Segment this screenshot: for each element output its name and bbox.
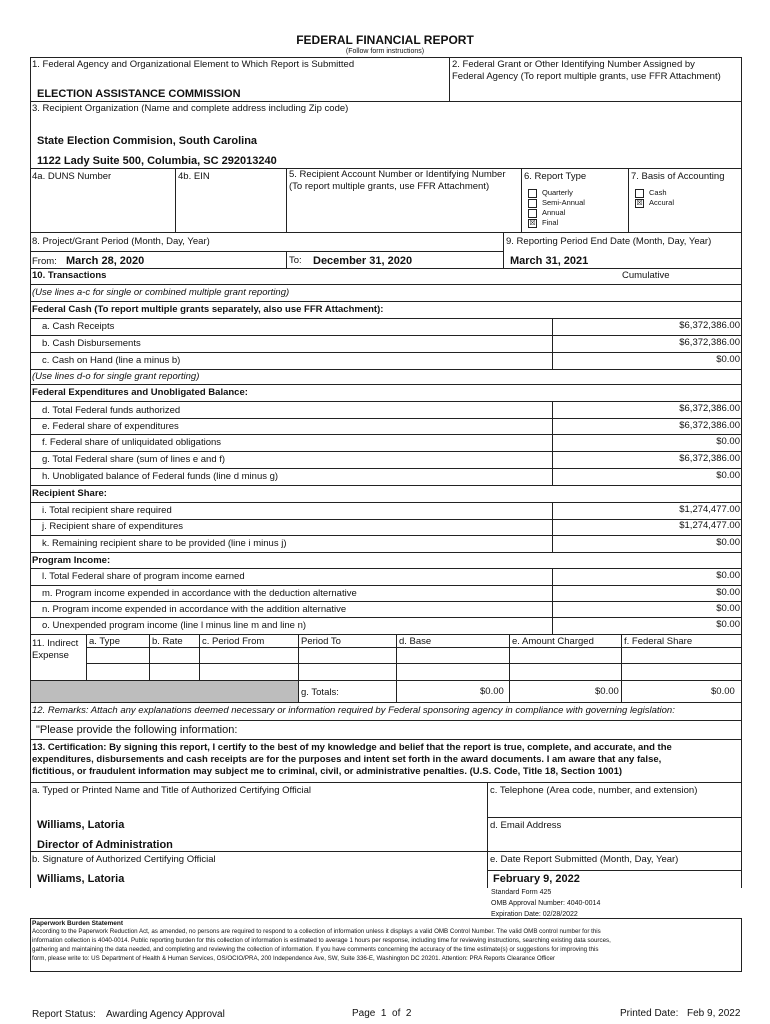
box11-label-2: Expense <box>32 650 69 661</box>
box2-label-1: 2. Federal Grant or Other Identifying Number Assigned by <box>452 59 695 70</box>
line-l-label: l. Total Federal share of program income earned <box>42 571 245 582</box>
line-o-value: $0.00 <box>716 619 740 630</box>
line-c-label: c. Cash on Hand (line a minus b) <box>42 355 181 366</box>
printed-date: Feb 9, 2022 <box>687 1008 741 1019</box>
basis-cash[interactable]: Cash <box>635 188 667 198</box>
box5-label-2: (To report multiple grants, use FFR Attachment) <box>289 181 490 192</box>
line-m-label: m. Program income expended in accordance with the deduction alternative <box>42 588 357 599</box>
line-m-value: $0.00 <box>716 587 740 598</box>
note-lines-a-c: (Use lines a-c for single or combined multiple grant reporting) <box>32 287 290 298</box>
line-k-label: k. Remaining recipient share to be provided (line i minus j) <box>42 538 287 549</box>
box7-label: 7. Basis of Accounting <box>631 171 725 182</box>
line-b-label: b. Cash Disbursements <box>42 338 141 349</box>
basis-accural[interactable]: ☒ Accural <box>636 198 675 207</box>
box4a-label: 4a. DUNS Number <box>32 171 112 182</box>
col-type: a. Type <box>89 636 120 647</box>
line-h-value: $0.00 <box>716 470 740 481</box>
certification-line-3: fictitious, or fraudulent information may subject me to criminal, civil, or administrative penalties. (U.S. Code, Title 18, Section 1001) <box>32 766 623 777</box>
line-o-label: o. Unexpended program income (line l minus line m and line n) <box>42 620 307 631</box>
period-to: December 31, 2020 <box>313 255 413 267</box>
remarks-value: "Please provide the following information: <box>36 724 238 736</box>
report-type-annual[interactable]: Annual <box>528 208 565 218</box>
box10-label: 10. Transactions <box>32 270 107 281</box>
line-f-value: $0.00 <box>716 436 740 447</box>
federal-cash-heading: Federal Cash (To report multiple grants separately, also use FFR Attachment): <box>32 304 384 315</box>
burden-line-1: According to the Paperwork Reduction Act, as amended, no persons are required to respond to a collection of information unless it displays a valid OMB Control Number. The valid OMB control number for this <box>32 928 601 935</box>
total-federal-share: $0.00 <box>711 686 735 697</box>
totals-label: g. Totals: <box>301 687 339 698</box>
burden-line-2: information collection is 4040-0014. Public reporting burden for this collection of information is estimated to average 1 hours per response, including time for reviewing instructions, searching existing data sources, <box>32 937 611 944</box>
line-f-label: f. Federal share of unliquidated obligations <box>42 437 222 448</box>
line-i-label: i. Total recipient share required <box>42 505 172 516</box>
recipient-share-heading: Recipient Share: <box>32 488 107 499</box>
line-n-label: n. Program income expended in accordance with the addition alternative <box>42 604 347 615</box>
recipient-address: 1122 Lady Suite 500, Columbia, SC 292013240 <box>37 155 277 167</box>
line-d-value: $6,372,386.00 <box>679 403 740 414</box>
official-signature: Williams, Latoria <box>37 873 125 885</box>
from-label: From: <box>32 256 57 267</box>
sign-c-label: c. Telephone (Area code, number, and extension) <box>490 785 698 796</box>
program-income-heading: Program Income: <box>32 555 111 566</box>
official-name: Williams, Latoria <box>37 819 125 831</box>
box6-label: 6. Report Type <box>524 171 587 182</box>
report-status: Awarding Agency Approval <box>106 1009 225 1020</box>
box9-label: 9. Reporting Period End Date (Month, Day, Year) <box>506 236 712 247</box>
certification-line-1: 13. Certification: By signing this report, I certify to the best of my knowledge and belief that the report is true, complete, and accurate, and the <box>32 742 672 753</box>
period-end-date: March 31, 2021 <box>510 255 589 267</box>
sign-d-label: d. Email Address <box>490 820 562 831</box>
box1-label: 1. Federal Agency and Organizational Element to Which Report is Submitted <box>32 59 355 70</box>
burden-line-4: form, please write to: US Department of Health & Human Services, OS/OCIO/PRA, 200 Independence Ave, SW, Suite 336-E, Washington DC 20201. Attention: PRA Reports Clearance Officer <box>32 955 555 962</box>
line-l-value: $0.00 <box>716 570 740 581</box>
burden-line-3: gathering and maintaining the data needed, and completing and reviewing the collection of information. If you have comments concerning the accuracy of the time estimate(s) or suggestions for improving this <box>32 946 599 953</box>
page-number: Page 1 of 2 <box>352 1008 412 1019</box>
line-j-value: $1,274,477.00 <box>679 520 740 531</box>
line-g-value: $6,372,386.00 <box>679 453 740 464</box>
line-j-label: j. Recipient share of expenditures <box>42 521 183 532</box>
line-d-label: d. Total Federal funds authorized <box>42 405 181 416</box>
col-period-to: Period To <box>301 636 341 647</box>
box12-label: 12. Remarks: Attach any explanations deemed necessary or information required by Federal sponsoring agency in compliance with governing legislation: <box>32 705 675 716</box>
report-type-quarterly[interactable]: Quarterly <box>528 188 573 198</box>
to-label: To: <box>289 255 302 266</box>
form-subtitle: (Follow form instructions) <box>345 48 425 55</box>
sign-a-label: a. Typed or Printed Name and Title of Authorized Certifying Official <box>32 785 311 796</box>
col-federal-share: f. Federal Share <box>624 636 693 647</box>
report-type-semi-annual[interactable]: Semi-Annual <box>528 198 585 208</box>
line-k-value: $0.00 <box>716 537 740 548</box>
line-b-value: $6,372,386.00 <box>679 337 740 348</box>
report-status-label: Report Status: <box>32 1009 96 1020</box>
total-base: $0.00 <box>480 686 504 697</box>
sign-b-label: b. Signature of Authorized Certifying Official <box>32 854 216 865</box>
period-from: March 28, 2020 <box>66 255 145 267</box>
official-title: Director of Administration <box>37 839 173 851</box>
line-c-value: $0.00 <box>716 354 740 365</box>
line-e-value: $6,372,386.00 <box>679 420 740 431</box>
recipient-name: State Election Commision, South Carolina <box>37 135 258 147</box>
box3-label: 3. Recipient Organization (Name and complete address including Zip code) <box>32 103 349 114</box>
box5-label-1: 5. Recipient Account Number or Identifying Number <box>289 169 506 180</box>
certification-line-2: expenditures, disbursements and cash receipts are for the purposes and intent set forth in the award documents. I am aware that any false, <box>32 754 662 765</box>
line-h-label: h. Unobligated balance of Federal funds (line d minus g) <box>42 471 279 482</box>
line-g-label: g. Total Federal share (sum of lines e and f) <box>42 454 226 465</box>
col-amount-charged: e. Amount Charged <box>512 636 594 647</box>
box11-label-1: 11. Indirect <box>32 638 79 649</box>
col-base: d. Base <box>399 636 432 647</box>
sign-e-label: e. Date Report Submitted (Month, Day, Year) <box>490 854 679 865</box>
burden-title: Paperwork Burden Statement <box>32 920 124 927</box>
totals-shaded-cell <box>31 681 298 702</box>
cumulative-label: Cumulative <box>622 270 670 281</box>
agency-name: ELECTION ASSISTANCE COMMISSION <box>37 88 241 100</box>
printed-date-label: Printed Date: <box>620 1008 679 1019</box>
line-i-value: $1,274,477.00 <box>679 504 740 515</box>
expiration-date: Expiration Date: 02/28/2022 <box>491 911 578 918</box>
box8-label: 8. Project/Grant Period (Month, Day, Year) <box>32 236 210 247</box>
line-e-label: e. Federal share of expenditures <box>42 421 179 432</box>
box4b-label: 4b. EIN <box>178 171 210 182</box>
fed-exp-heading: Federal Expenditures and Unobligated Balance: <box>32 387 248 398</box>
note-lines-d-o: (Use lines d-o for single grant reporting) <box>32 371 200 382</box>
line-a-value: $6,372,386.00 <box>679 320 740 331</box>
date-submitted: February 9, 2022 <box>493 873 580 885</box>
box2-label-2: Federal Agency (To report multiple grants, use FFR Attachment) <box>452 71 721 82</box>
col-rate: b. Rate <box>152 636 183 647</box>
burden-box <box>30 918 742 972</box>
line-a-label: a. Cash Receipts <box>42 321 115 332</box>
line-n-value: $0.00 <box>716 603 740 614</box>
report-type-final[interactable]: ☒ Final <box>529 218 559 227</box>
col-period-from: c. Period From <box>202 636 265 647</box>
omb-number: OMB Approval Number: 4040-0014 <box>491 900 601 907</box>
total-amount-charged: $0.00 <box>595 686 619 697</box>
form-title: FEDERAL FINANCIAL REPORT <box>296 33 474 47</box>
form-number: Standard Form 425 <box>491 889 552 896</box>
